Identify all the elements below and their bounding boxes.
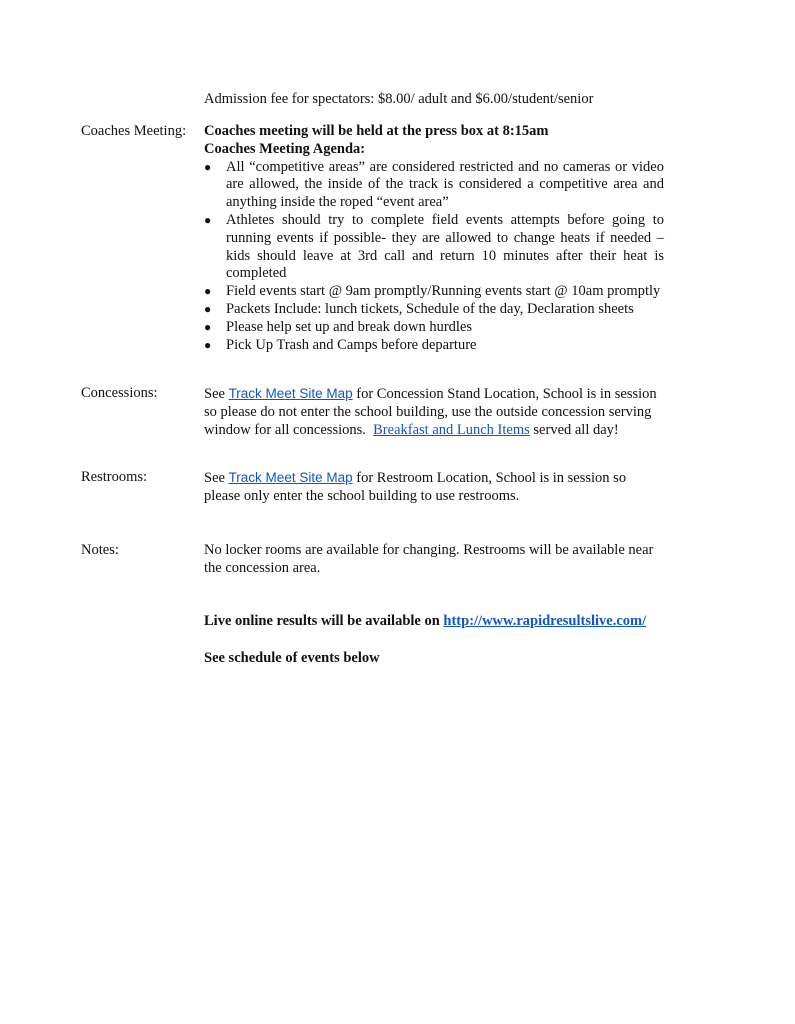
rapid-results-link[interactable]: http://www.rapidresultslive.com/	[443, 613, 647, 629]
results-content: Live online results will be available on http://www.rapidresultslive.com/	[204, 613, 647, 629]
concessions-label: Concessions:	[81, 385, 158, 401]
breakfast-lunch-items-link[interactable]: Breakfast and Lunch Items	[373, 421, 530, 438]
bullet-icon: ●	[204, 212, 212, 227]
bullet-icon: ●	[204, 301, 212, 316]
track-meet-site-map-link[interactable]: Track Meet Site Map	[228, 386, 353, 401]
agenda-item: ● Pick Up Trash and Camps before departure	[204, 336, 477, 353]
coaches-agenda-title: Coaches Meeting Agenda:	[204, 140, 366, 157]
schedule-note: See schedule of events below	[204, 650, 380, 666]
bullet-icon: ●	[204, 337, 212, 352]
coaches-meeting-time: Coaches meeting will be held at the press box at 8:15am	[204, 123, 549, 139]
bullet-icon: ●	[204, 159, 212, 174]
admission-text: Admission fee for spectators: $8.00/ adult and $6.00/student/senior	[204, 91, 594, 107]
notes-content: No locker rooms are available for changing. Restrooms will be available near the concession area.	[204, 542, 654, 576]
coaches-meeting-content	[204, 123, 664, 354]
agenda-item: ● Please help set up and break down hurdles	[204, 318, 473, 335]
bullet-icon: ●	[204, 284, 212, 299]
restrooms-content: See Track Meet Site Map for Restroom Location, School is in session so please only enter the school building to use restrooms.	[204, 470, 627, 504]
agenda-item: ● Field events start @ 9am promptly/Running events start @ 10am promptly	[204, 283, 661, 300]
concessions-content: See Track Meet Site Map for Concession Stand Location, School is in session so please do not enter the school building, use the outside concession serving window for all concessions. Breakfast and Lunch Items served all day!	[204, 386, 657, 438]
coaches-agenda-list	[204, 159, 664, 355]
agenda-item: ● All “competitive areas” are considered restricted and no cameras or video are allowed, the inside of the track is considered a competitive area and anything inside the roped “event area”	[204, 158, 664, 211]
agenda-item: ● Packets Include: lunch tickets, Schedule of the day, Declaration sheets	[204, 300, 634, 317]
bullet-icon: ●	[204, 319, 212, 334]
coaches-meeting-label: Coaches Meeting:	[81, 123, 187, 139]
track-meet-site-map-link[interactable]: Track Meet Site Map	[228, 470, 353, 485]
notes-label: Notes:	[81, 542, 119, 558]
restrooms-label: Restrooms:	[81, 469, 148, 485]
agenda-item: ● Athletes should try to complete field events attempts before going to running events if possible- they are allowed to change heats if needed – kids should leave at 3rd call and return 10 minutes after their heat is completed	[204, 211, 664, 282]
